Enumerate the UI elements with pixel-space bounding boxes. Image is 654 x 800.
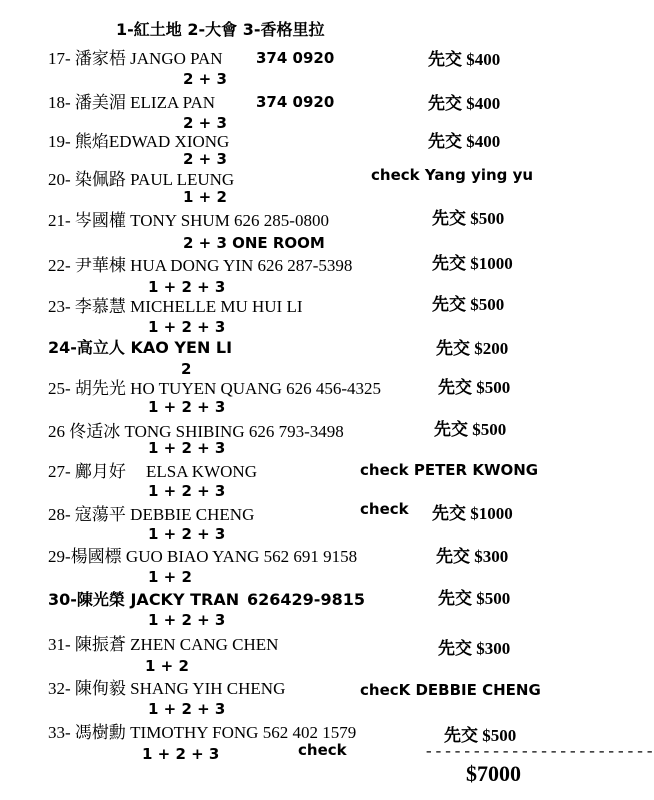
entry-18-combo: 2 + 3: [183, 114, 227, 132]
entry-24-name: 24-高立人 KAO YEN LI: [48, 338, 233, 357]
entry-21-name: 21- 岑國權 TONY SHUM 626 285-0800: [48, 211, 329, 230]
entry-28-note: check: [360, 500, 409, 518]
entry-23-name: 23- 李慕慧 MICHELLE MU HUI LI: [48, 297, 303, 316]
entry-24-amount: 先交 $200: [436, 339, 509, 358]
entry-31-amount: 先交 $300: [438, 639, 511, 658]
entry-30-amount: 先交 $500: [438, 589, 511, 608]
entry-31-combo: 1 + 2: [145, 657, 189, 675]
entry-30-name: 30-陳光榮 JACKY TRAN: [48, 590, 240, 609]
entry-22-name: 22- 尹華棟 HUA DONG YIN 626 287-5398: [48, 256, 353, 275]
entry-19-combo: 2 + 3: [183, 150, 227, 168]
entry-25-amount: 先交 $500: [438, 378, 511, 397]
entry-19-name: 19- 熊焰EDWAD XIONG: [48, 132, 230, 151]
entry-18-phone: 374 0920: [256, 93, 335, 111]
entry-20-note: check Yang ying yu: [371, 166, 534, 184]
entry-26-combo: 1 + 2 + 3: [148, 439, 226, 457]
entry-28-name: 28- 寇蕩平 DEBBIE CHENG: [48, 505, 255, 524]
page-title: 1-紅土地 2-大會 3-香格里拉: [116, 20, 325, 39]
entry-23-combo: 1 + 2 + 3: [148, 318, 226, 336]
entry-21-combo: 2 + 3 ONE ROOM: [183, 234, 325, 252]
grand-total: $7000: [466, 761, 521, 786]
entry-33-name: 33- 馮樹勳 TIMOTHY FONG 562 402 1579: [48, 723, 357, 742]
entry-27-name: 27- 鄺月好: [48, 462, 126, 481]
entry-29-combo: 1 + 2: [148, 568, 192, 586]
entry-29-amount: 先交 $300: [436, 547, 509, 566]
entry-26-amount: 先交 $500: [434, 420, 507, 439]
entry-26-name: 26 佟适冰 TONG SHIBING 626 793-3498: [48, 422, 344, 441]
entry-33-amount: 先交 $500: [444, 726, 517, 745]
entry-33-combo: 1 + 2 + 3: [142, 745, 220, 763]
entry-29-name: 29-楊國標 GUO BIAO YANG 562 691 9158: [48, 547, 358, 566]
entry-22-amount: 先交 $1000: [432, 254, 513, 273]
entry-17-phone: 374 0920: [256, 49, 335, 67]
entry-27-combo: 1 + 2 + 3: [148, 482, 226, 500]
entry-17-combo: 2 + 3: [183, 70, 227, 88]
entry-24-combo: 2: [181, 360, 192, 378]
entry-20-combo: 1 + 2: [183, 188, 227, 206]
entry-32-combo: 1 + 2 + 3: [148, 700, 226, 718]
entry-31-name: 31- 陳振蒼 ZHEN CANG CHEN: [48, 635, 279, 654]
entry-25-combo: 1 + 2 + 3: [148, 398, 226, 416]
entry-23-amount: 先交 $500: [432, 295, 505, 314]
entry-20-name: 20- 染佩路 PAUL LEUNG: [48, 170, 235, 189]
entry-25-name: 25- 胡先光 HO TUYEN QUANG 626 456-4325: [48, 379, 382, 398]
entry-28-amount: 先交 $1000: [432, 504, 513, 523]
entry-27-english: ELSA KWONG: [146, 462, 257, 481]
entry-17-name: 17- 潘家梧 JANGO PAN: [48, 49, 223, 68]
entry-19-amount: 先交 $400: [428, 132, 501, 151]
footer-check: check: [298, 741, 347, 759]
entry-18-name: 18- 潘美湄 ELIZA PAN: [48, 93, 216, 112]
total-divider: ------------------------: [424, 743, 654, 761]
entry-18-amount: 先交 $400: [428, 94, 501, 113]
entry-32-name: 32- 陳侚毅 SHANG YIH CHENG: [48, 679, 286, 698]
entry-30-combo: 1 + 2 + 3: [148, 611, 226, 629]
entry-22-combo: 1 + 2 + 3: [148, 278, 226, 296]
entry-30-phone: 626429-9815: [247, 590, 365, 609]
entry-28-combo: 1 + 2 + 3: [148, 525, 226, 543]
entry-32-note: checK DEBBIE CHENG: [360, 681, 541, 699]
entry-17-amount: 先交 $400: [428, 50, 501, 69]
entry-21-amount: 先交 $500: [432, 209, 505, 228]
entry-27-note: check PETER KWONG: [360, 461, 539, 479]
